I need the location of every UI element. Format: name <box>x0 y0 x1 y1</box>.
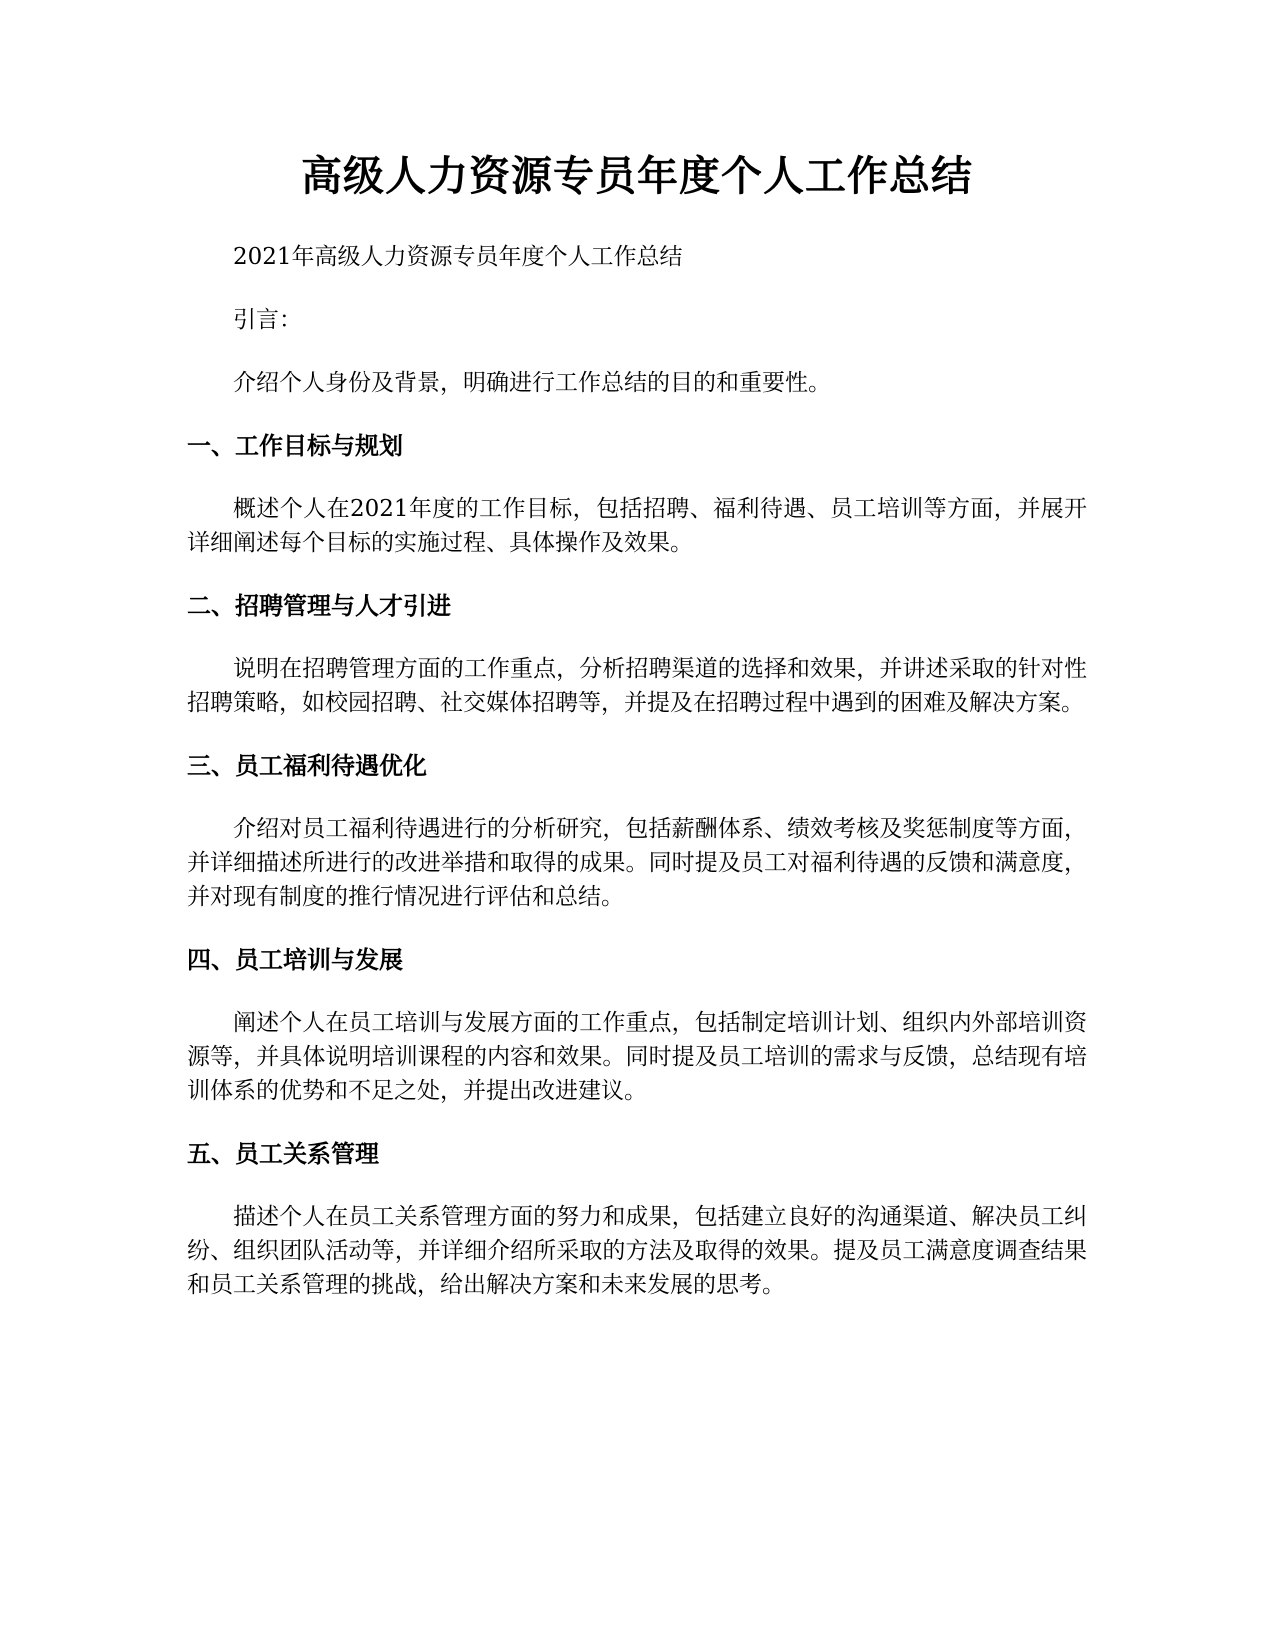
section-heading-5: 五、员工关系管理 <box>187 1140 379 1168</box>
intro-text: 介绍个人身份及背景，明确进行工作总结的目的和重要性。 <box>233 370 831 396</box>
section-heading-3: 三、员工福利待遇优化 <box>187 752 427 780</box>
section-body-1: 概述个人在2021年度的工作目标，包括招聘、福利待遇、员工培训等方面，并展开详细阐述每个目标的实施过程、具体操作及效果。 <box>187 496 1087 556</box>
section-body-4: 阐述个人在员工培训与发展方面的工作重点，包括制定培训计划、组织内外部培训资源等，并具体说明培训课程的内容和效果。同时提及员工培训的需求与反馈，总结现有培训体系的优势和不足之处，并提出改进建议。 <box>187 1010 1087 1104</box>
section-heading-2: 二、招聘管理与人才引进 <box>187 592 451 620</box>
section-body-2: 说明在招聘管理方面的工作重点，分析招聘渠道的选择和效果，并讲述采取的针对性招聘策略，如校园招聘、社交媒体招聘等，并提及在招聘过程中遇到的困难及解决方案。 <box>187 656 1087 716</box>
section-body-3: 介绍对员工福利待遇进行的分析研究，包括薪酬体系、绩效考核及奖惩制度等方面，并详细描述所进行的改进举措和取得的成果。同时提及员工对福利待遇的反馈和满意度，并对现有制度的推行情况进行评估和总结。 <box>187 816 1087 910</box>
intro-label: 引言： <box>233 307 302 333</box>
section-heading-4: 四、员工培训与发展 <box>187 946 403 974</box>
document-content <box>187 148 1087 1331</box>
document-title: 高级人力资源专员年度个人工作总结 <box>301 152 973 200</box>
section-body-5: 描述个人在员工关系管理方面的努力和成果，包括建立良好的沟通渠道、解决员工纠纷、组织团队活动等，并详细介绍所采取的方法及取得的效果。提及员工满意度调查结果和员工关系管理的挑战，给出解决方案和未来发展的思考。 <box>187 1204 1087 1298</box>
document-subtitle: 2021年高级人力资源专员年度个人工作总结 <box>233 244 683 270</box>
section-heading-1: 一、工作目标与规划 <box>187 432 403 460</box>
